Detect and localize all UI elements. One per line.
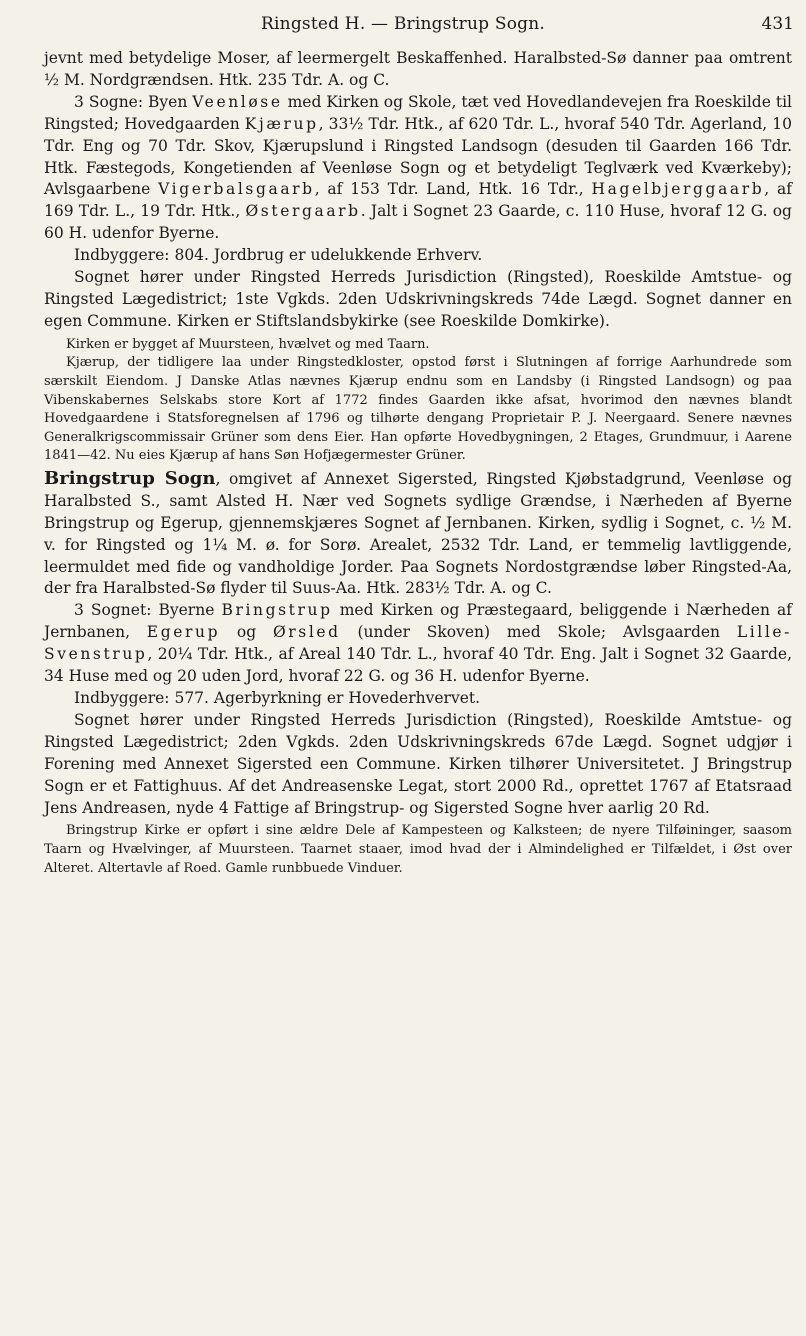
paragraph: [44, 92, 792, 245]
text-run: 3 Sogne: Byen: [74, 92, 193, 111]
text-run: Sognet hører under Ringsted Herreds Jurisdiction (Ringsted), Roeskilde Amtstue- og Ringsted Lægedistrict; 2den Vgkds. 2den Udskrivningskreds 67de Lægd. Sognet udgjør i Forening med Annexet Sigersted een Commune. Kirken tilhører Universitetet. J Bringstrup Sogn er et Fattighuus. Af det Andreasenske Legat, stort 2000 Rd., oprettet 1767 af Etatsraad Jens Andreasen, nyde 4 Fattige af Bringstrup- og Sigersted Sogne hver aarlig 20 Rd.: [44, 710, 792, 817]
text-run: med Kirken og Skole, tæt ved Hovedlandevejen fra Roeskilde til Ringsted; Hovedgaarden: [44, 92, 792, 133]
text-run: Sognet hører under Ringsted Herreds Jurisdiction (Ringsted), Roeskilde Amtstue- og Ringsted Lægedistrict; 1ste Vgkds. 2den Udskrivningskreds 74de Lægd. Sognet danner en egen Commune. Kirken er Stiftslandsbykirke (see Roeskilde Domkirke).: [44, 268, 792, 330]
text-run: , omgivet af Annexet Sigersted, Ringsted Kjøbstadgrund, Veenløse og Haralbsted S., samt Alsted H. Nær ved Sognets sydlige Grændse, i Nærheden af Byerne Bringstrup og Egerup, gjennemskjæres Sognet af Jernbanen. Kirken, sydlig i Sognet, c. ½ M. v. for Ringsted og 1¼ M. ø. for Sorø. Arealet, 2532 Tdr. Land, er temmelig lavtliggende, leermuldet med fide og vandholdige Jorder. Paa Sognets Nordostgrændse løber Ringsted-Aa, der fra Haralbsted-Sø flyder til Suus-Aa. Htk. 283½ Tdr. A. og C.: [44, 469, 792, 598]
spaced-placename: Kjærup: [244, 114, 319, 133]
page-header: [0, 10, 806, 40]
text-run: . Jalt i Sognet 23 Gaarde, c. 110 Huse, hvoraf 12 G. og 60 H. udenfor Byerne.: [44, 202, 792, 243]
running-title: Ringsted H. — Bringstrup Sogn.: [261, 14, 545, 34]
paragraph: [44, 710, 792, 820]
text-run: , af 169 Tdr. L., 19 Tdr. Htk.,: [44, 180, 792, 221]
text-run: med Kirken og Præstegaard, beliggende i Nærheden af Jernbanen,: [44, 601, 792, 642]
spaced-placename: Hagelbjerggaarb: [591, 180, 765, 199]
text-run: , 20¼ Tdr. Htk., af Areal 140 Tdr. L., hvoraf 40 Tdr. Eng. Jalt i Sognet 32 Gaarde, 34 Huse med og 20 uden Jord, hvoraf 22 G. og 36 H. udenfor Byerne.: [44, 645, 792, 686]
paragraph: [44, 245, 792, 267]
paragraph: [44, 600, 792, 688]
text-run: (under Skoven) med Skole; Avlsgaarden: [340, 623, 737, 642]
text-run: Bringstrup Kirke er opført i sine ældre Dele af Kampesteen og Kalksteen; de nyere Tilføininger, saasom Taarn og Hvælvinger, af Muursteen. Taarnet staaer, imod hvad der i Almindelighed er Tilfældet, i Øst over Alteret. Altertavle af Roed. Gamle runbbuede Vinduer.: [44, 823, 792, 876]
spaced-placename: Ørsled: [272, 623, 341, 642]
spaced-placename: Østergaarb: [245, 202, 361, 221]
paragraph: [44, 267, 792, 333]
text-run: , af 153 Tdr. Land, Htk. 16 Tdr.,: [314, 180, 592, 199]
section-paragraph: [44, 468, 792, 600]
spaced-placename: Vigerbalsgaarb: [158, 180, 315, 199]
spaced-placename: Lille-Svenstrup: [44, 623, 793, 664]
footnote-paragraph: [44, 354, 792, 466]
document-body: [44, 48, 792, 878]
text-run: , 33½ Tdr. Htk., af 620 Tdr. L., hvoraf 540 Tdr. Agerland, 10 Tdr. Eng og 70 Tdr. Skov, Kjærupslund i Ringsted Landsogn (desuden til Gaarden 166 Tdr. Htk. Fæstegods, Kongetienden af Veenløse Sogn og et betydeligt Teglværk ved Kværkeby); Avlsgaarbene: [44, 114, 792, 199]
page-number: 431: [761, 14, 794, 34]
section-title: Bringstrup Sogn: [44, 467, 216, 489]
spaced-placename: Bringstrup: [221, 601, 333, 620]
text-run: og: [220, 623, 273, 642]
text-run: Indbyggere: 577. Agerbyrkning er Hovederhvervet.: [74, 689, 481, 707]
text-run: Kjærup, der tidligere laa under Ringstedkloster, opstod først i Slutningen af forrige Aarhundrede som særskilt Eiendom. J Danske Atlas nævnes Kjærup endnu som en Landsby (i Ringsted Landsogn) og paa Vibenskabernes Selskabs store Kort af 1772 findes Gaarden ikke afsat, hvorimod den nævnes blandt Hovedgaardene i Statsforegnelsen af 1796 og tilhørte dengang Proprietair P. J. Neergaard. Senere nævnes Generalkrigscommissair Grüner som dens Eier. Han opførte Hovedbygningen, 2 Etages, Grundmuur, i Aarene 1841—42. Nu eies Kjærup af hans Søn Hofjægermester Grüner.: [44, 355, 792, 464]
spaced-placename: Egerup: [146, 623, 221, 642]
spaced-placename: Veenløse: [192, 92, 283, 111]
text-run: 3 Sognet: Byerne: [74, 601, 222, 620]
text-run: Kirken er bygget af Muursteen, hvælvet og med Taarn.: [66, 336, 430, 352]
footnote-paragraph: [44, 336, 792, 355]
paragraph: [44, 48, 792, 92]
text-run: jevnt med betydelige Moser, af leermergelt Beskaffenhed. Haralbsted-Sø danner paa omtrent ½ M. Nordgrændsen. Htk. 235 Tdr. A. og C.: [44, 49, 792, 89]
footnote-paragraph: [44, 822, 792, 878]
paragraph: [44, 688, 792, 710]
text-run: Indbyggere: 804. Jordbrug er udelukkende Erhverv.: [74, 246, 483, 265]
